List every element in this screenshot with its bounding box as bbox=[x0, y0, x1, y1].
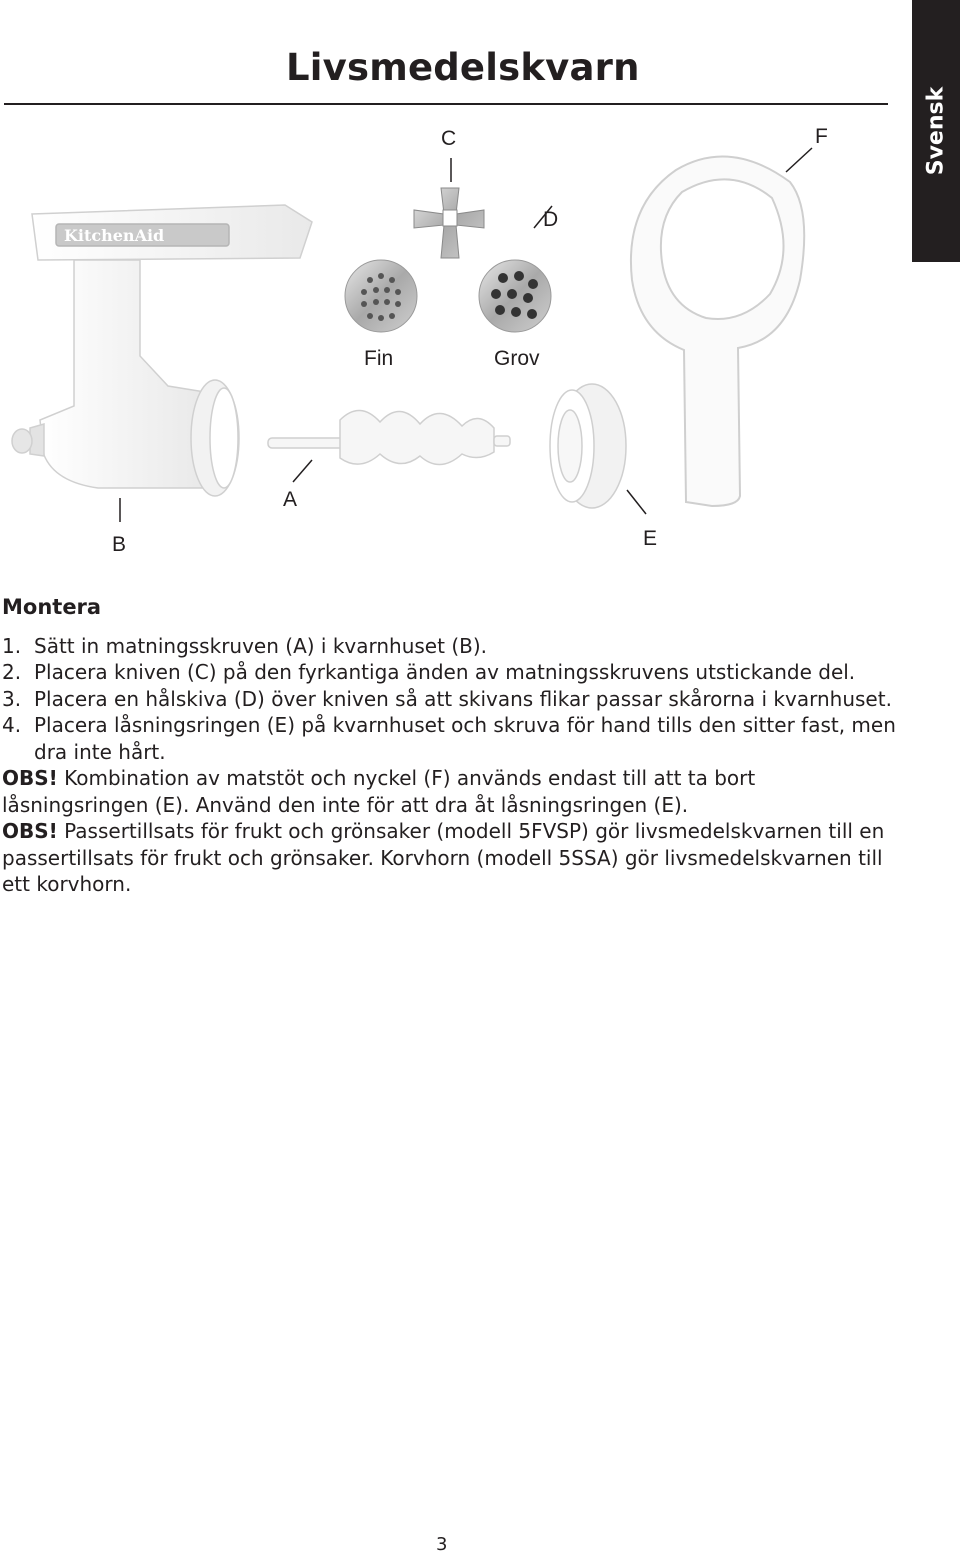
label-e: E bbox=[643, 527, 658, 550]
step-text: Placera låsningsringen (E) på kvarnhuset och skruva för hand tills den sitter fast, men dra inte hårt. bbox=[34, 713, 896, 764]
section-heading: Montera bbox=[2, 595, 102, 619]
label-c: C bbox=[441, 127, 457, 150]
step-item bbox=[2, 633, 902, 660]
language-tab bbox=[912, 0, 960, 262]
step-text: Sätt in matningsskruven (A) i kvarnhuset (B). bbox=[34, 633, 487, 658]
note-text: Passertillsats för frukt och grönsaker (modell 5FVSP) gör livsmedelskvarnen till en passertillsats för frukt och grönsaker. Korvhorn (modell 5SSA) gör livsmedelskvarnen till ett korvhorn. bbox=[2, 819, 885, 896]
grinder-housing bbox=[12, 205, 312, 496]
note bbox=[2, 765, 902, 818]
step-number: 3. bbox=[2, 686, 22, 711]
brand-logo: KitchenAid bbox=[64, 226, 165, 245]
language-tab-label: Svensk bbox=[923, 86, 949, 176]
note-label: OBS! bbox=[2, 819, 58, 843]
step-number: 4. bbox=[2, 713, 22, 737]
steps-list bbox=[2, 633, 902, 766]
note bbox=[2, 818, 902, 898]
instructions bbox=[2, 594, 902, 898]
parts-illustration bbox=[0, 110, 912, 560]
step-number: 2. bbox=[2, 660, 22, 684]
knife-blade bbox=[414, 188, 484, 258]
step-item bbox=[2, 686, 902, 713]
note-label: OBS! bbox=[2, 766, 58, 790]
step-number: 1. bbox=[2, 633, 22, 658]
step-text: Placera en hålskiva (D) över kniven så att skivans flikar passar skårorna i kvarnhuset. bbox=[34, 686, 892, 711]
feed-screw bbox=[268, 410, 510, 464]
step-text: Placera kniven (C) på den fyrkantiga änden av matningsskruvens utstickande del. bbox=[34, 660, 856, 684]
label-fin: Fin bbox=[364, 347, 394, 370]
page-title: Livsmedelskvarn bbox=[286, 46, 640, 89]
step-item bbox=[2, 659, 902, 686]
coarse-plate bbox=[479, 260, 551, 332]
label-f: F bbox=[815, 125, 828, 148]
title-rule bbox=[4, 103, 888, 105]
page-number: 3 bbox=[436, 1534, 448, 1555]
note-text: Kombination av matstöt och nyckel (F) används endast till att ta bort låsningsringen (E). Använd den inte för att dra åt låsningsringen (E). bbox=[2, 766, 756, 817]
locking-ring bbox=[550, 384, 626, 508]
step-item bbox=[2, 712, 902, 765]
parts-drawing bbox=[0, 110, 912, 560]
label-d: D bbox=[543, 208, 559, 231]
label-b: B bbox=[112, 533, 127, 556]
fine-plate bbox=[345, 260, 417, 332]
label-grov: Grov bbox=[494, 347, 540, 370]
wrench-pusher bbox=[631, 157, 804, 506]
label-a: A bbox=[283, 488, 298, 511]
